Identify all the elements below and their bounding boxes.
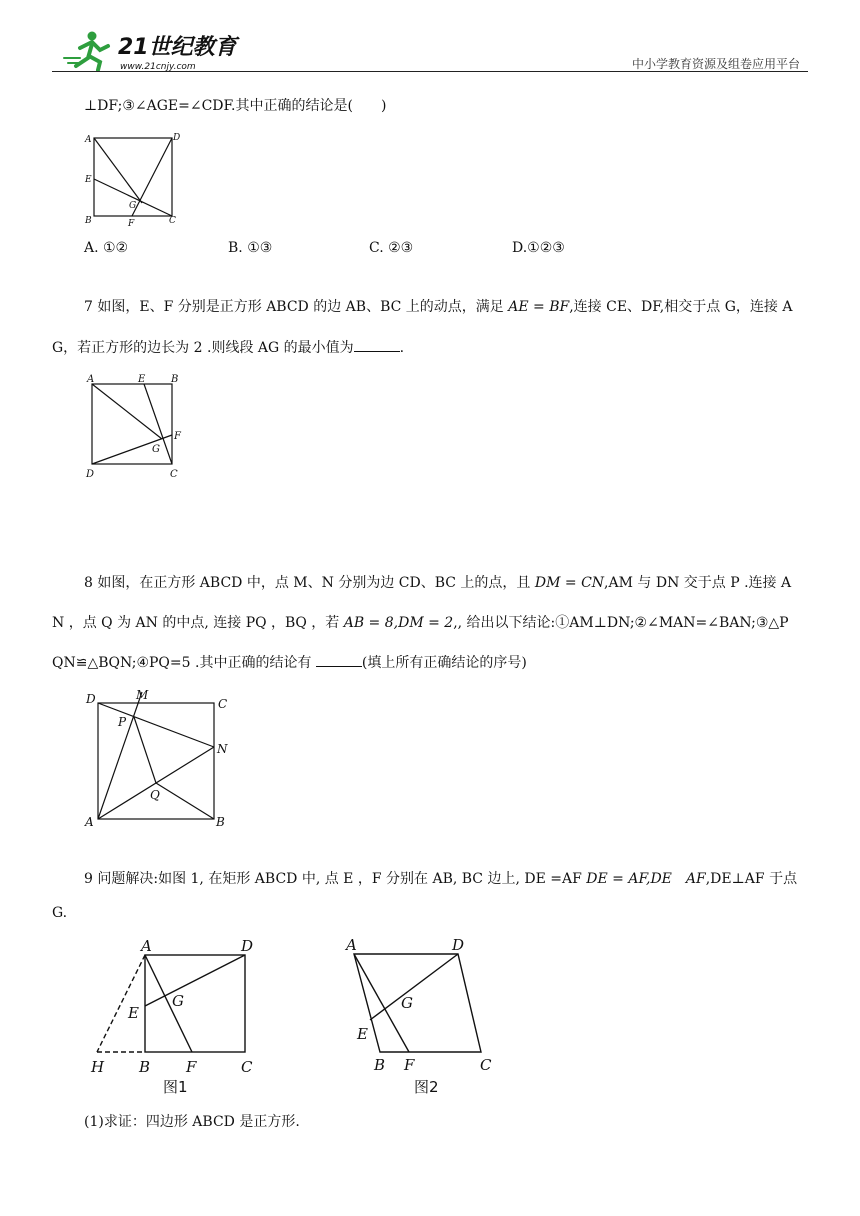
fig1-line-af — [145, 955, 192, 1052]
q7-square — [92, 384, 172, 464]
fig2-line-de — [370, 954, 458, 1020]
q7-line1: 7 如图，E、F 分别是正方形 ABCD 的边 AB、BC 上的动点，满足 AE = BF,连接 CE、DF,相交于点 G，连接 A — [84, 299, 793, 315]
q6-line-df — [132, 138, 172, 216]
header-platform-text: 中小学教育资源及组卷应用平台 — [631, 57, 800, 71]
q8-label-n: N — [217, 742, 228, 756]
fig2-label-c: C — [480, 1056, 492, 1074]
q7-figure — [82, 370, 192, 480]
fig2-label-a: A — [346, 936, 357, 954]
q8-line-dn — [98, 703, 214, 747]
q8-label-a: A — [85, 815, 94, 829]
q6-option-a[interactable]: A. ①② — [84, 240, 129, 256]
q7-line2: G，若正方形的边长为 2 .则线段 AG 的最小值为 . — [52, 340, 405, 356]
q8-figure — [82, 686, 242, 832]
fig2-label-g: G — [401, 994, 413, 1012]
q8-label-d: D — [86, 692, 96, 706]
fig1-line-de — [145, 955, 245, 1006]
q8-label-m: M — [136, 688, 149, 702]
fig1-label-g: G — [172, 992, 184, 1010]
q7-line-ag — [92, 384, 162, 439]
fig1-label-d: D — [241, 937, 254, 955]
fig1-label-e: E — [128, 1004, 139, 1022]
q7-answer-blank[interactable] — [354, 338, 400, 352]
q8-line-pq — [134, 717, 156, 783]
q7-line-df — [92, 435, 172, 464]
logo — [62, 28, 262, 72]
q7-label-g: G — [152, 444, 160, 455]
fig1-label-h: H — [91, 1058, 105, 1076]
q8-label-b: B — [216, 815, 225, 829]
q6-label-c: C — [169, 216, 176, 226]
q7-label-e: E — [138, 374, 146, 385]
q7-label-b: B — [171, 374, 179, 385]
q6-label-d: D — [173, 133, 181, 143]
fig1-caption: 图1 — [163, 1078, 188, 1096]
fig2-label-d: D — [452, 936, 465, 954]
q6-option-c[interactable]: C. ②③ — [369, 240, 414, 256]
fig1-rectangle — [145, 955, 245, 1052]
q8-line1: 8 如图，在正方形 ABCD 中，点 M、N 分别为边 CD、BC 上的点，且 DM = CN,AM 与 DN 交于点 P .连接 A — [84, 575, 792, 591]
header-divider — [52, 71, 808, 72]
q8-line2: N ，点 Q 为 AN 的中点, 连接 PQ ，BQ ，若 AB = 8,DM = 2,, 给出以下结论:①AM⊥DN;②∠MAN=∠BAN;③△P — [52, 615, 789, 631]
fig2-caption: 图2 — [414, 1078, 439, 1096]
q6-text: ⊥DF;③∠AGE=∠CDF.其中正确的结论是( ) — [84, 98, 387, 114]
fig2-label-f: F — [404, 1056, 415, 1074]
q6-label-a: A — [85, 135, 92, 145]
fig1-label-c: C — [241, 1058, 253, 1076]
q9-figure-2 — [340, 932, 510, 1102]
fig1-label-f: F — [186, 1058, 197, 1076]
q6-label-f: F — [128, 219, 135, 229]
q8-label-c: C — [218, 697, 228, 711]
fig2-label-b: B — [374, 1056, 386, 1074]
q8-label-q: Q — [150, 788, 160, 802]
q7-label-d: D — [86, 469, 95, 480]
fig2-parallelogram — [354, 954, 481, 1052]
fig2-label-e: E — [357, 1025, 368, 1043]
q6-figure — [82, 130, 192, 230]
fig1-label-b: B — [139, 1058, 151, 1076]
q6-label-b: B — [85, 216, 92, 226]
q9-part1: (1)求证：四边形 ABCD 是正方形. — [84, 1114, 300, 1130]
q9-line1: 9 问题解决:如图 1, 在矩形 ABCD 中, 点 E ，F 分别在 AB, BC 边上, DE =AF DE = AF,DE AF,DE⊥AF 于点 — [84, 871, 798, 887]
q6-option-b[interactable]: B. ①③ — [228, 240, 273, 256]
q9-line2: G. — [52, 905, 68, 921]
logo-text: 21世纪教育 — [118, 35, 237, 60]
q8-line3: QN≌△BQN;④PQ=5 .其中正确的结论有 (填上所有正确结论的序号) — [52, 655, 527, 671]
runner-icon — [64, 32, 108, 71]
q7-label-c: C — [170, 469, 178, 480]
fig1-label-a: A — [141, 937, 152, 955]
q6-label-g: G — [129, 201, 137, 211]
q8-label-p: P — [118, 715, 127, 729]
q7-label-f: F — [174, 431, 181, 442]
q7-label-a: A — [87, 374, 95, 385]
q8-answer-blank[interactable] — [316, 653, 362, 667]
q8-line-qb — [156, 783, 214, 819]
q6-label-e: E — [85, 175, 92, 185]
q9-figure-1 — [84, 932, 264, 1102]
logo-url: www.21cnjy.com — [120, 62, 196, 72]
q6-line-ag — [94, 138, 142, 203]
q6-option-d[interactable]: D.①②③ — [512, 240, 565, 256]
page-header — [52, 28, 808, 74]
